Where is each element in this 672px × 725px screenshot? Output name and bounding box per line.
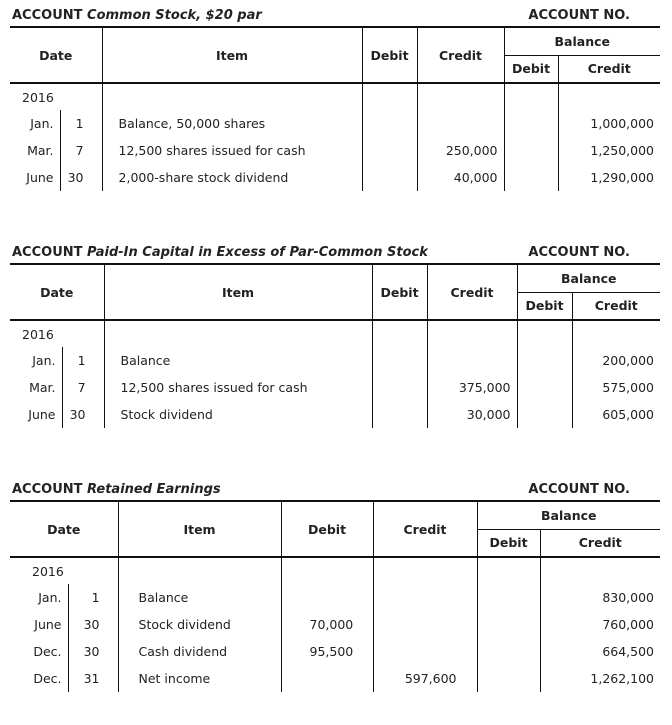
item-cell: Balance [118, 584, 281, 611]
balance-debit-cell [477, 584, 540, 611]
day-cell: 30 [60, 164, 102, 191]
credit-cell [373, 638, 477, 665]
table-row [10, 374, 660, 401]
month-cell: Dec. [33, 644, 62, 659]
ledger-common-stock [10, 4, 660, 191]
month-cell: Jan. [30, 116, 54, 131]
account-number-label: ACCOUNT NO. [528, 245, 630, 260]
day-cell: 30 [68, 611, 118, 638]
table-row [10, 137, 660, 164]
year-cell: 2016 [22, 89, 54, 105]
ledger-table [10, 500, 660, 692]
date-header: Date [10, 27, 102, 83]
day-cell: 7 [62, 374, 104, 401]
day-cell: 1 [60, 110, 102, 137]
account-header [10, 478, 660, 500]
month-cell: June [26, 170, 54, 185]
debit-cell: 95,500 [281, 638, 373, 665]
debit-header: Debit [281, 501, 373, 557]
account-header [10, 241, 660, 263]
month-cell: Mar. [29, 380, 56, 395]
table-row [10, 347, 660, 374]
day-cell: 30 [62, 401, 104, 428]
item-cell: Stock dividend [104, 401, 372, 428]
debit-cell [372, 374, 427, 401]
item-cell: Balance [104, 347, 372, 374]
item-cell: Net income [118, 665, 281, 692]
balance-credit-cell: 760,000 [540, 611, 660, 638]
debit-cell [281, 665, 373, 692]
balance-header: Balance [517, 264, 660, 292]
item-cell: 12,500 shares issued for cash [104, 374, 372, 401]
item-header: Item [118, 501, 281, 557]
account-number-label: ACCOUNT NO. [528, 482, 630, 497]
balance-debit-cell [477, 611, 540, 638]
debit-header: Debit [372, 264, 427, 320]
day-cell: 1 [68, 584, 118, 611]
credit-cell: 597,600 [373, 665, 477, 692]
balance-credit-cell: 200,000 [572, 347, 660, 374]
balance-header: Balance [477, 501, 660, 529]
balance-credit-cell: 605,000 [572, 401, 660, 428]
credit-cell: 375,000 [427, 374, 517, 401]
balance-credit-cell: 830,000 [540, 584, 660, 611]
credit-cell: 30,000 [427, 401, 517, 428]
balance-credit-cell: 664,500 [540, 638, 660, 665]
item-cell: Stock dividend [118, 611, 281, 638]
balance-debit-cell [504, 164, 558, 191]
credit-cell: 40,000 [417, 164, 504, 191]
credit-cell [373, 584, 477, 611]
balance-credit-cell: 1,000,000 [558, 110, 660, 137]
month-cell: Dec. [33, 671, 62, 686]
balance-credit-header: Credit [572, 292, 660, 320]
day-cell: 1 [62, 347, 104, 374]
month-cell: June [34, 617, 62, 632]
day-cell: 7 [60, 137, 102, 164]
account-title: ACCOUNT Retained Earnings [12, 482, 221, 497]
table-row [10, 110, 660, 137]
balance-debit-cell [477, 665, 540, 692]
month-cell: June [28, 407, 56, 422]
item-header: Item [104, 264, 372, 320]
debit-cell [362, 164, 417, 191]
date-header: Date [10, 501, 118, 557]
debit-header: Debit [362, 27, 417, 83]
balance-debit-cell [504, 137, 558, 164]
table-row [10, 665, 660, 692]
balance-debit-header: Debit [517, 292, 572, 320]
balance-credit-cell: 575,000 [572, 374, 660, 401]
credit-header: Credit [417, 27, 504, 83]
debit-cell [362, 137, 417, 164]
item-cell: 2,000-share stock dividend [102, 164, 362, 191]
balance-debit-header: Debit [504, 55, 558, 83]
balance-credit-cell: 1,250,000 [558, 137, 660, 164]
account-number-label: ACCOUNT NO. [528, 8, 630, 23]
ledger-paid-in-capital [10, 241, 660, 428]
balance-credit-header: Credit [558, 55, 660, 83]
debit-cell: 70,000 [281, 611, 373, 638]
date-header: Date [10, 264, 104, 320]
balance-debit-cell [504, 110, 558, 137]
balance-debit-header: Debit [477, 529, 540, 557]
credit-header: Credit [427, 264, 517, 320]
account-title: ACCOUNT Common Stock, $20 par [12, 8, 262, 23]
credit-cell [427, 347, 517, 374]
table-row [10, 638, 660, 665]
credit-cell [373, 611, 477, 638]
debit-cell [362, 110, 417, 137]
month-cell: Mar. [27, 143, 54, 158]
debit-cell [372, 401, 427, 428]
item-cell: Balance, 50,000 shares [102, 110, 362, 137]
ledger-table [10, 26, 660, 191]
debit-cell [281, 584, 373, 611]
credit-cell: 250,000 [417, 137, 504, 164]
year-cell: 2016 [32, 563, 64, 579]
balance-credit-cell: 1,262,100 [540, 665, 660, 692]
year-cell: 2016 [22, 326, 54, 342]
ledger-table [10, 263, 660, 428]
account-title: ACCOUNT Paid-In Capital in Excess of Par-Common Stock [12, 245, 428, 260]
table-row [10, 164, 660, 191]
balance-debit-cell [477, 638, 540, 665]
day-cell: 31 [68, 665, 118, 692]
month-cell: Jan. [38, 590, 62, 605]
balance-credit-header: Credit [540, 529, 660, 557]
balance-credit-cell: 1,290,000 [558, 164, 660, 191]
account-header [10, 4, 660, 26]
balance-debit-cell [517, 347, 572, 374]
item-cell: Cash dividend [118, 638, 281, 665]
table-row [10, 611, 660, 638]
table-row [10, 401, 660, 428]
item-cell: 12,500 shares issued for cash [102, 137, 362, 164]
debit-cell [372, 347, 427, 374]
balance-debit-cell [517, 401, 572, 428]
balance-header: Balance [504, 27, 660, 55]
balance-debit-cell [517, 374, 572, 401]
credit-cell [417, 110, 504, 137]
table-row [10, 584, 660, 611]
credit-header: Credit [373, 501, 477, 557]
month-cell: Jan. [32, 353, 56, 368]
ledger-retained-earnings [10, 478, 660, 692]
item-header: Item [102, 27, 362, 83]
day-cell: 30 [68, 638, 118, 665]
